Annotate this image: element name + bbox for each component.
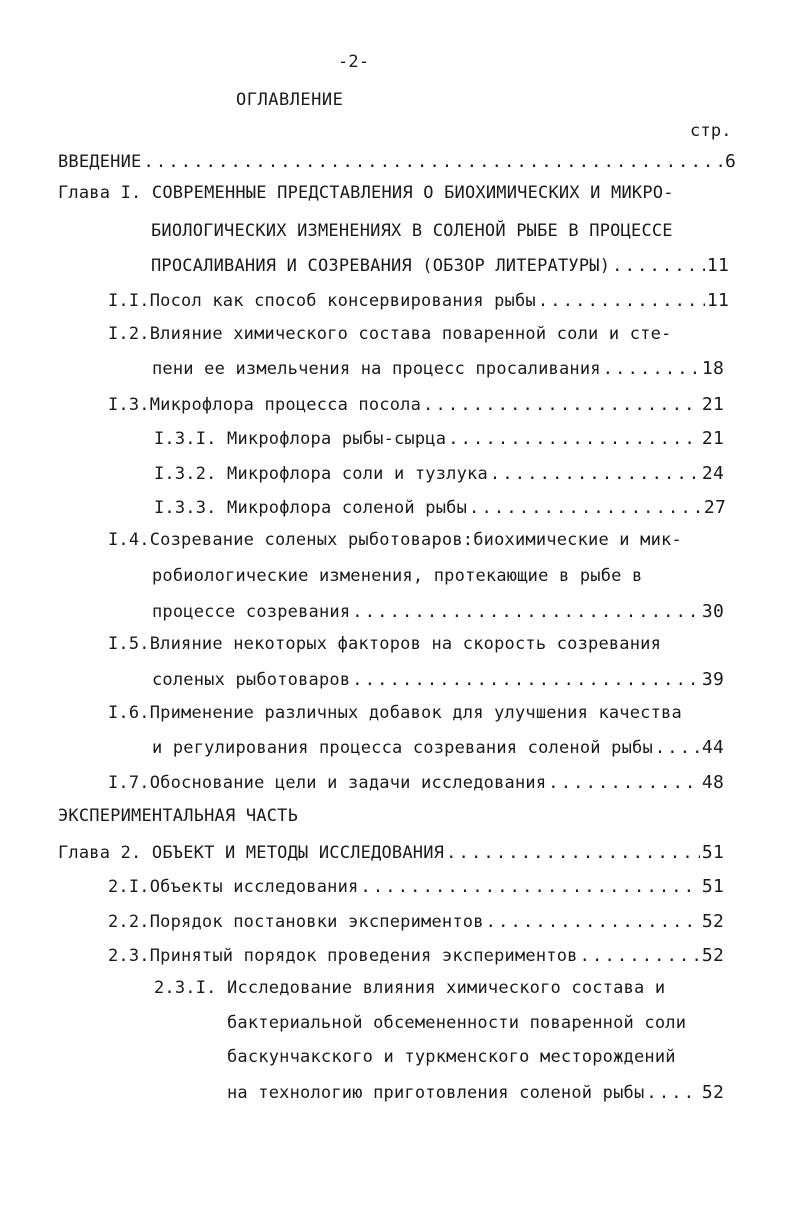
toc-entry-text: на технологию приготовления соленой рыбы: [227, 1083, 645, 1103]
toc-section-experimental: ЭКСПЕРИМЕНТАЛЬНАЯ ЧАСТЬ: [58, 806, 299, 826]
toc-entry-text: процессе созревания: [152, 602, 351, 622]
toc-leader-dots: [446, 843, 700, 863]
toc-entry-2-2: [108, 906, 724, 932]
toc-entry-text: I.I.Посол как способ консервирования рыбы: [108, 291, 536, 311]
page-number: -2-: [338, 52, 370, 72]
toc-1-4-line1: I.4.Созревание соленых рыботоваров:биохимические и мик-: [108, 530, 682, 550]
toc-leader-dots: [448, 429, 700, 449]
toc-entry-text: ПРОСАЛИВАНИЯ И СОЗРЕВАНИЯ (ОБЗОР ЛИТЕРАТУРЫ): [151, 256, 611, 276]
toc-entry-text: соленых рыботоваров: [152, 670, 351, 690]
toc-entry-text: I.3.3. Микрофлора соленой рыбы: [154, 498, 468, 518]
toc-entry-page: 24: [701, 463, 724, 484]
toc-entry-text: ВВЕДЕНИЕ: [58, 152, 142, 172]
toc-leader-dots: [352, 602, 700, 622]
toc-entry-page: 39: [701, 669, 724, 690]
toc-leader-dots: [612, 256, 705, 276]
toc-1-2-line1: I.2.Влияние химического состава поваренной соли и сте-: [108, 324, 672, 344]
toc-entry-page: 21: [701, 428, 724, 449]
toc-leader-dots: [548, 773, 700, 793]
toc-entry-page: 30: [701, 601, 724, 622]
toc-entry-page: 44: [701, 737, 724, 758]
toc-entry-chapter1: [151, 250, 729, 276]
toc-entry-1-4: [152, 596, 724, 622]
toc-entry-page: 52: [701, 1082, 724, 1103]
toc-entry-page: 52: [701, 945, 724, 966]
toc-entry-page: 27: [703, 497, 726, 518]
toc-entry-2-1: [108, 871, 724, 897]
toc-entry-text: 2.I.Объекты исследования: [108, 877, 359, 897]
page-column-label: стр.: [690, 121, 732, 141]
toc-entry-2-3: [108, 940, 724, 966]
toc-entry-1-3-2: [154, 458, 724, 484]
toc-leader-dots: [352, 670, 700, 690]
toc-leader-dots: [486, 912, 700, 932]
toc-leader-dots: [490, 464, 700, 484]
toc-leader-dots: [360, 877, 699, 897]
toc-entry-1-1: [108, 285, 729, 311]
toc-entry-1-3-1: [154, 423, 724, 449]
toc-entry-page: 51: [701, 876, 724, 897]
toc-entry-text: 2.3.Принятый порядок проведения экспериментов: [108, 946, 578, 966]
toc-entry-1-7: [108, 767, 724, 793]
toc-entry-text: Глава 2. ОБЪЕКТ И МЕТОДЫ ИССЛЕДОВАНИЯ: [58, 843, 445, 863]
toc-leader-dots: [469, 498, 702, 518]
toc-chapter1-line2: БИОЛОГИЧЕСКИХ ИЗМЕНЕНИЯХ В СОЛЕНОЙ РЫБЕ В ПРОЦЕССЕ: [151, 221, 673, 241]
toc-1-6-line1: I.6.Применение различных добавок для улучшения качества: [108, 703, 682, 723]
toc-entry-1-3-3: [154, 492, 726, 518]
toc-entry-text: I.3.Микрофлора процесса посола: [108, 395, 422, 415]
toc-entry-text: I.3.I. Микрофлора рыбы-сырца: [154, 429, 447, 449]
toc-1-5-line1: I.5.Влияние некоторых факторов на скорость созревания: [108, 634, 662, 654]
toc-chapter1-line1: Глава I. СОВРЕМЕННЫЕ ПРЕДСТАВЛЕНИЯ О БИОХИМИЧЕСКИХ И МИКРО-: [58, 183, 674, 203]
toc-entry-page: 51: [701, 842, 724, 863]
toc-leader-dots: [143, 152, 722, 172]
toc-entry-text: I.3.2. Микрофлора соли и тузлука: [154, 464, 488, 484]
toc-leader-dots: [580, 946, 700, 966]
toc-leader-dots: [423, 395, 700, 415]
toc-entry-text: 2.2.Порядок постановки экспериментов: [108, 912, 484, 932]
toc-1-4-line2: робиологические изменения, протекающие в рыбе в: [152, 566, 643, 586]
toc-entry-intro: [58, 146, 736, 172]
toc-entry-chapter2: [58, 837, 724, 863]
toc-entry-1-6: [152, 732, 724, 758]
toc-leader-dots: [646, 1083, 700, 1103]
toc-entry-text: пени ее измельчения на процесс просаливания: [152, 359, 601, 379]
toc-2-3-1-line2: бактериальной обсемененности поваренной соли: [227, 1013, 687, 1033]
toc-entry-1-5: [152, 664, 724, 690]
toc-entry-page: 18: [701, 358, 724, 379]
toc-leader-dots: [655, 738, 700, 758]
toc-leader-dots: [538, 291, 705, 311]
toc-leader-dots: [603, 359, 700, 379]
page-title: ОГЛАВЛЕНИЕ: [236, 90, 344, 110]
toc-entry-page: 6: [724, 151, 736, 172]
toc-entry-page: 11: [706, 255, 729, 276]
toc-entry-text: I.7.Обоснование цели и задачи исследования: [108, 773, 547, 793]
toc-entry-page: 11: [706, 290, 729, 311]
toc-entry-page: 48: [701, 772, 724, 793]
toc-entry-text: и регулирования процесса созревания соленой рыбы: [152, 738, 653, 758]
toc-entry-page: 21: [701, 394, 724, 415]
toc-2-3-1-line1: 2.3.I. Исследование влияния химического состава и: [154, 978, 666, 998]
toc-entry-1-2: [152, 353, 724, 379]
toc-2-3-1-line3: баскунчакского и туркменского месторождений: [227, 1047, 676, 1067]
toc-entry-2-3-1: [227, 1077, 724, 1103]
toc-entry-page: 52: [701, 911, 724, 932]
toc-entry-1-3: [108, 389, 724, 415]
